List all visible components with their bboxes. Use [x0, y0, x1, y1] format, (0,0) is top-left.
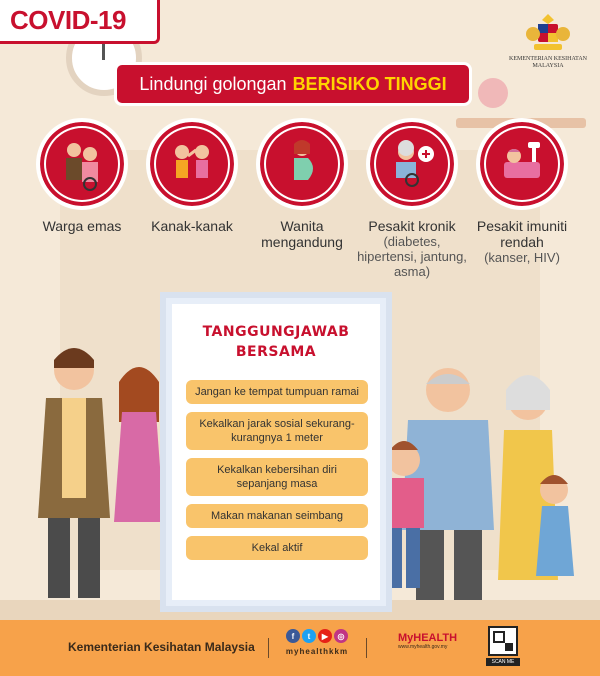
- qr-code-icon: [488, 626, 518, 656]
- youtube-icon[interactable]: ▶: [318, 629, 332, 643]
- immunocompromised-patient-icon: [494, 136, 550, 192]
- group-label: Warga emas: [42, 218, 122, 234]
- social-links: [282, 629, 352, 656]
- group-sub: (kanser, HIV): [484, 250, 560, 265]
- elderly-couple-icon: [54, 136, 110, 192]
- group-label: Kanak-kanak: [151, 218, 233, 234]
- rule-item: Jangan ke tempat tumpuan ramai: [186, 380, 368, 404]
- twitter-icon[interactable]: t: [302, 629, 316, 643]
- group-wanita-mengandung: [242, 118, 362, 250]
- board-title-line2: BERSAMA: [235, 344, 317, 360]
- covid-badge: [0, 0, 160, 44]
- crest-label: KEMENTERIAN KESIHATAN MALAYSIA: [508, 56, 587, 69]
- crest-emblem-icon: [524, 12, 572, 56]
- instagram-icon[interactable]: ◎: [334, 629, 348, 643]
- group-kanak-kanak: [132, 118, 252, 234]
- group-warga-emas: [22, 118, 142, 234]
- headline-banner: [114, 62, 472, 106]
- footer-bar: [0, 620, 600, 676]
- group-circle: [366, 118, 458, 210]
- group-label: Pesakit kronik: [368, 218, 456, 234]
- footer-divider: [366, 638, 367, 658]
- banner-prefix: Lindungi golongan: [139, 73, 287, 94]
- footer-org: Kementerian Kesihatan Malaysia: [68, 640, 255, 654]
- group-pesakit-imuniti-rendah: [462, 118, 582, 265]
- family-left-illustration: [4, 340, 164, 610]
- group-pesakit-kronik: [352, 118, 472, 279]
- group-label: Pesakit imuniti rendah: [476, 218, 568, 250]
- group-circle: [36, 118, 128, 210]
- qr-code[interactable]: [486, 626, 520, 670]
- ministry-crest: [508, 12, 588, 84]
- group-sub: (diabetes, hipertensi, jantung, asma): [357, 234, 467, 279]
- group-label: Wanita mengandung: [261, 218, 343, 250]
- group-circle: [476, 118, 568, 210]
- banner-highlight: BERISIKO TINGGI: [292, 73, 447, 94]
- risk-groups: [0, 118, 600, 278]
- rule-item: Kekal aktif: [186, 536, 368, 560]
- facebook-icon[interactable]: f: [286, 629, 300, 643]
- chronic-patient-icon: [384, 136, 440, 192]
- board-title-line1: TANGGUNGJAWAB: [202, 324, 350, 340]
- myhealth-url: www.myhealth.gov.my: [398, 644, 448, 650]
- pregnant-woman-icon: [274, 136, 330, 192]
- board-title: [172, 322, 380, 362]
- group-circle: [146, 118, 238, 210]
- rules-list: [186, 380, 368, 568]
- social-handle[interactable]: myhealthkkm: [285, 647, 349, 656]
- responsibility-board: [160, 292, 392, 612]
- rule-item: Makan makanan seimbang: [186, 504, 368, 528]
- qr-label: SCAN ME: [486, 658, 520, 666]
- footer-divider: [268, 638, 269, 658]
- rule-item: Kekalkan jarak sosial sekurang-kurangnya 1 meter: [186, 412, 368, 450]
- covid-badge-text: COVID-19: [10, 5, 126, 35]
- group-circle: [256, 118, 348, 210]
- myhealth-logo: [398, 632, 472, 668]
- board-inner: [172, 304, 380, 600]
- children-icon: [164, 136, 220, 192]
- myhealth-logo-text: MyHEALTH: [398, 632, 458, 644]
- rule-item: Kekalkan kebersihan diri sepanjang masa: [186, 458, 368, 496]
- family-right-illustration: [368, 360, 598, 610]
- lamp-icon: [478, 78, 508, 108]
